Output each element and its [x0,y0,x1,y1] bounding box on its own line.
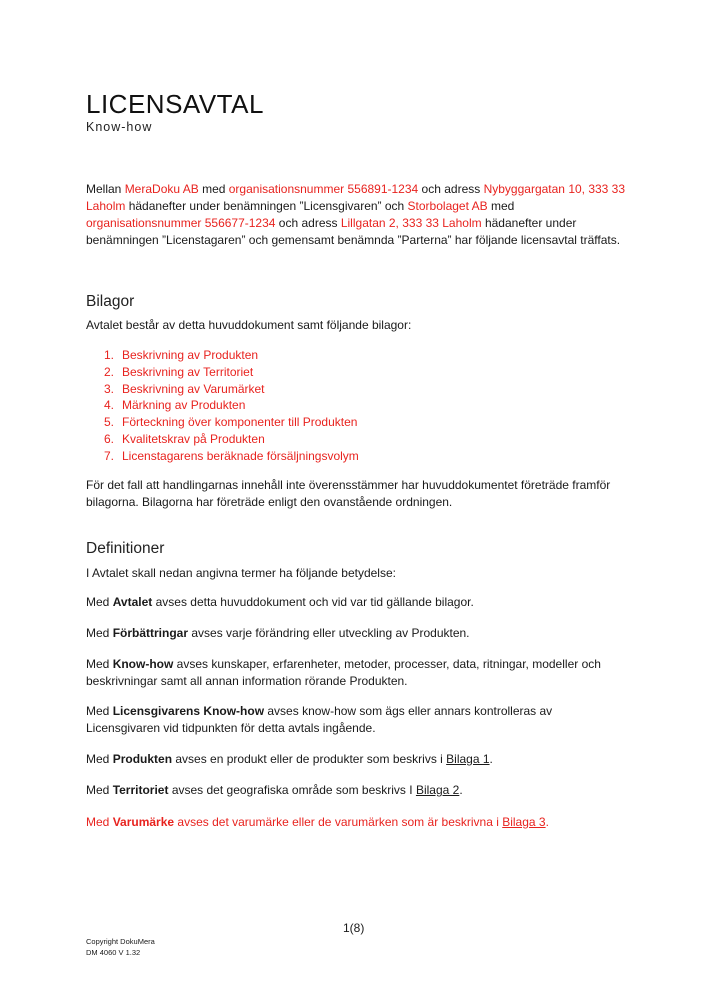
page-number: 1(8) [343,921,365,935]
list-number: 3. [104,381,115,396]
intro-text: med [198,182,229,196]
bilagor-heading: Bilagor [86,293,135,310]
bilagor-list [104,347,504,465]
bilaga-1-link[interactable]: Bilaga 1 [446,752,490,766]
list-number: 2. [104,364,115,379]
footer-docid: DM 4060 V 1.32 [86,948,141,957]
definitioner-heading: Definitioner [86,540,165,557]
licensee-orgnr: organisationsnummer 556677-1234 [86,216,276,230]
def-text: avses kunskaper, erfarenheter, metoder, processer, data, ritningar, modeller och beskrivningar samt all annan information rörande Produkten. [86,657,601,688]
bilaga-3-link[interactable]: Bilaga 3 [502,815,546,829]
def-term: Territoriet [112,783,169,797]
def-text: avses detta huvuddokument och vid var tid gällande bilagor. [152,595,474,609]
definition-produkten [86,751,626,768]
def-text: . [545,815,549,829]
list-label: Licenstagarens beräknade försäljningsvolym [122,448,359,463]
def-text: Med [86,752,113,766]
def-term: Produkten [112,752,173,766]
definition-forbattringar [86,625,626,642]
intro-text: hädanefter under benämningen ”Licenstagaren” och gemensamt benämnda ”Parterna” har följande licensavtal träffats. [86,216,621,247]
list-item [104,397,504,414]
footer [86,936,155,958]
list-label: Beskrivning av Territoriet [122,364,254,379]
definition-licensgivarens-know-how [86,703,626,737]
def-term: Varumärke [112,815,175,829]
list-label: Beskrivning av Varumärket [122,381,265,396]
list-number: 5. [104,415,115,430]
intro-text: med [487,199,515,213]
licensee-name: Storbolaget AB [407,199,488,213]
def-term: Licensgivarens Know-how [112,704,265,718]
list-item [104,448,504,465]
document-title: LICENSAVTAL [86,89,264,119]
def-text: Med [86,815,113,829]
def-text: avses det varumärke eller de varumärken som är beskrivna i [174,815,503,829]
precedence-paragraph: För det fall att handlingarnas innehåll inte överensstämmer har huvuddokumentet företräde framför bilagorna. Bilagorna har företräde enligt den ovanstående ordningen. [86,478,611,509]
licensor-address: Nybyggargatan 10, 333 33 Laholm [86,182,626,213]
definition-varumarke [86,814,626,831]
footer-copyright: Copyright DokuMera [86,937,155,946]
list-item [104,347,504,364]
list-label: Förteckning över komponenter till Produkten [122,415,358,430]
list-item [104,364,504,381]
def-text: avses det geografiska område som beskrivs I [168,783,416,797]
def-text: avses know-how som ägs eller annars kontrolleras av Licensgivaren vid tidpunkten för detta avtals ingående. [86,704,553,735]
list-label: Beskrivning av Produkten [122,348,259,362]
definition-know-how [86,656,626,690]
list-number: 1. [104,348,115,362]
bilaga-2-link[interactable]: Bilaga 2 [415,783,460,797]
def-text: avses varje förändring eller utveckling av Produkten. [188,626,470,640]
def-term: Avtalet [112,595,153,609]
def-text: Med [86,657,113,671]
list-item [104,381,504,398]
licensor-name: MeraDoku AB [124,182,199,196]
licensor-orgnr: organisationsnummer 556891-1234 [228,182,419,196]
intro-text: och adress [275,216,341,230]
def-term: Know-how [112,657,174,671]
definition-territoriet [86,782,626,799]
intro-text: Mellan [86,182,125,196]
list-item [104,414,504,431]
document-subtitle: Know-how [86,120,153,134]
def-text: Med [86,595,113,609]
intro-text: och adress [418,182,484,196]
definitioner-intro: I Avtalet skall nedan angivna termer ha följande betydelse: [86,566,396,580]
list-number: 7. [104,448,115,463]
bilagor-intro: Avtalet består av detta huvuddokument samt följande bilagor: [86,318,412,332]
definition-avtalet [86,594,626,611]
intro-paragraph [86,181,626,249]
def-text: . [489,752,493,766]
list-item [104,431,504,448]
def-text: Med [86,783,113,797]
list-number: 4. [104,398,115,413]
def-term: Förbättringar [112,626,189,640]
list-number: 6. [104,431,115,446]
list-label: Kvalitetskrav på Produkten [122,431,265,446]
def-text: . [459,783,463,797]
licensee-address: Lillgatan 2, 333 33 Laholm [340,216,482,230]
list-label: Märkning av Produkten [122,398,246,413]
def-text: Med [86,704,113,718]
def-text: Med [86,626,113,640]
def-text: avses en produkt eller de produkter som beskrivs i [172,752,447,766]
intro-text: hädanefter under benämningen ”Licensgivaren” och [125,199,408,213]
